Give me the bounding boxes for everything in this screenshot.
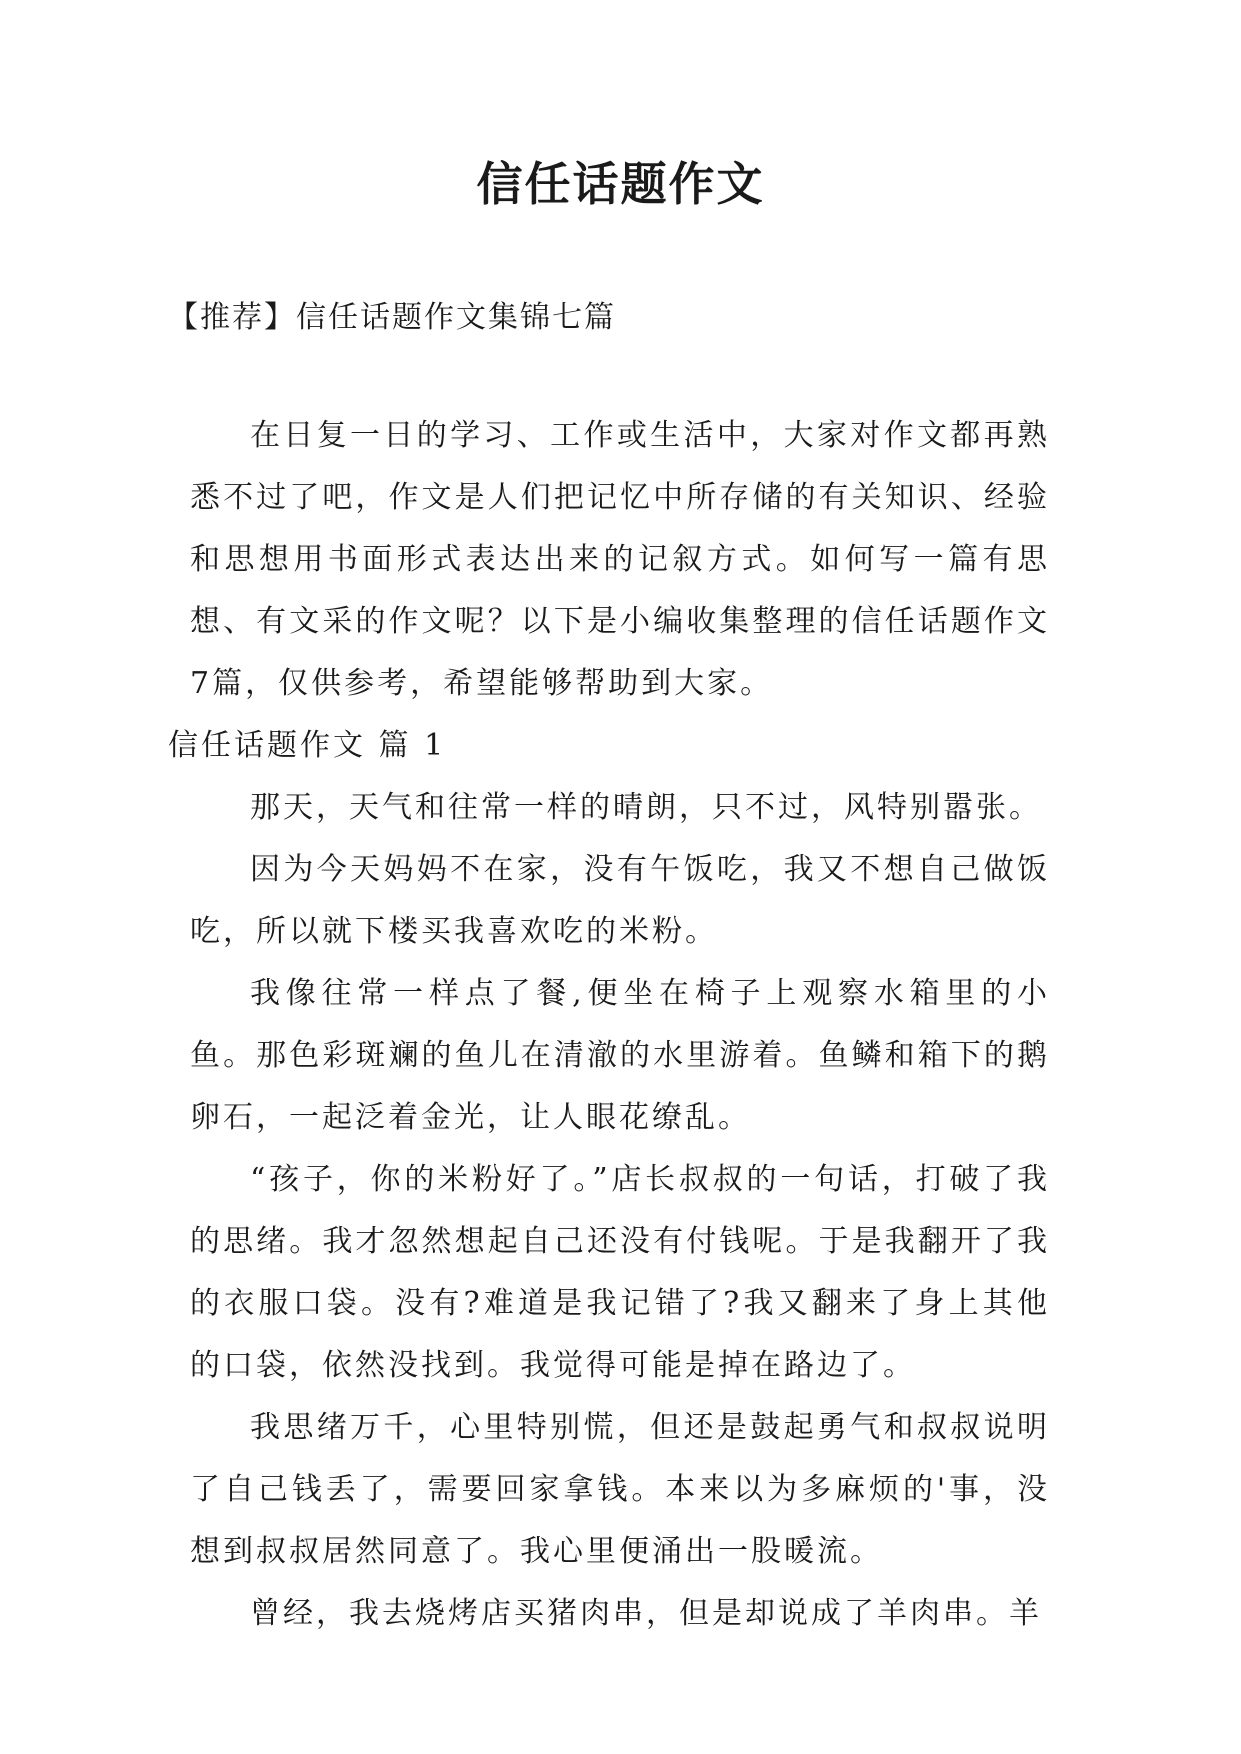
document-title: 信任话题作文 [476, 157, 765, 211]
intro-paragraph: 在日复一日的学习、工作或生活中，大家对作文都再熟悉不过了吧，作文是人们把记忆中所存储的有关知识、经验和思想用书面形式表达出来的记叙方式。如何写一篇有思想、有文采的作文呢？以下是小编收集整理的信任话题作文7篇，仅供参考，希望能够帮助到大家。 [190, 418, 1050, 701]
document-subtitle: 【推荐】信任话题作文集锦七篇 [168, 300, 616, 335]
document-body [168, 405, 1050, 1645]
body-paragraph: “孩子，你的米粉好了。”店长叔叔的一句话，打破了我的思绪。我才忽然想起自己还没有付钱呢。于是我翻开了我的衣服口袋。没有?难道是我记错了?我又翻来了身上其他的口袋，依然没找到。我觉得可能是掉在路边了。 [190, 1162, 1050, 1383]
body-paragraph: 我思绪万千，心里特别慌，但还是鼓起勇气和叔叔说明了自己钱丢了，需要回家拿钱。本来以为多麻烦的'事，没想到叔叔居然同意了。我心里便涌出一股暖流。 [190, 1410, 1050, 1569]
body-paragraph: 曾经，我去烧烤店买猪肉串，但是却说成了羊肉串。羊 [250, 1596, 1042, 1631]
body-paragraph: 那天，天气和往常一样的晴朗，只不过，风特别嚣张。 [250, 790, 1042, 825]
section-heading: 信任话题作文 篇 1 [168, 728, 447, 763]
body-paragraph: 我像往常一样点了餐,便坐在椅子上观察水箱里的小鱼。那色彩斑斓的鱼儿在清澈的水里游着。鱼鳞和箱下的鹅卵石，一起泛着金光，让人眼花缭乱。 [190, 976, 1050, 1135]
body-paragraph: 因为今天妈妈不在家，没有午饭吃，我又不想自己做饭吃，所以就下楼买我喜欢吃的米粉。 [190, 852, 1050, 949]
